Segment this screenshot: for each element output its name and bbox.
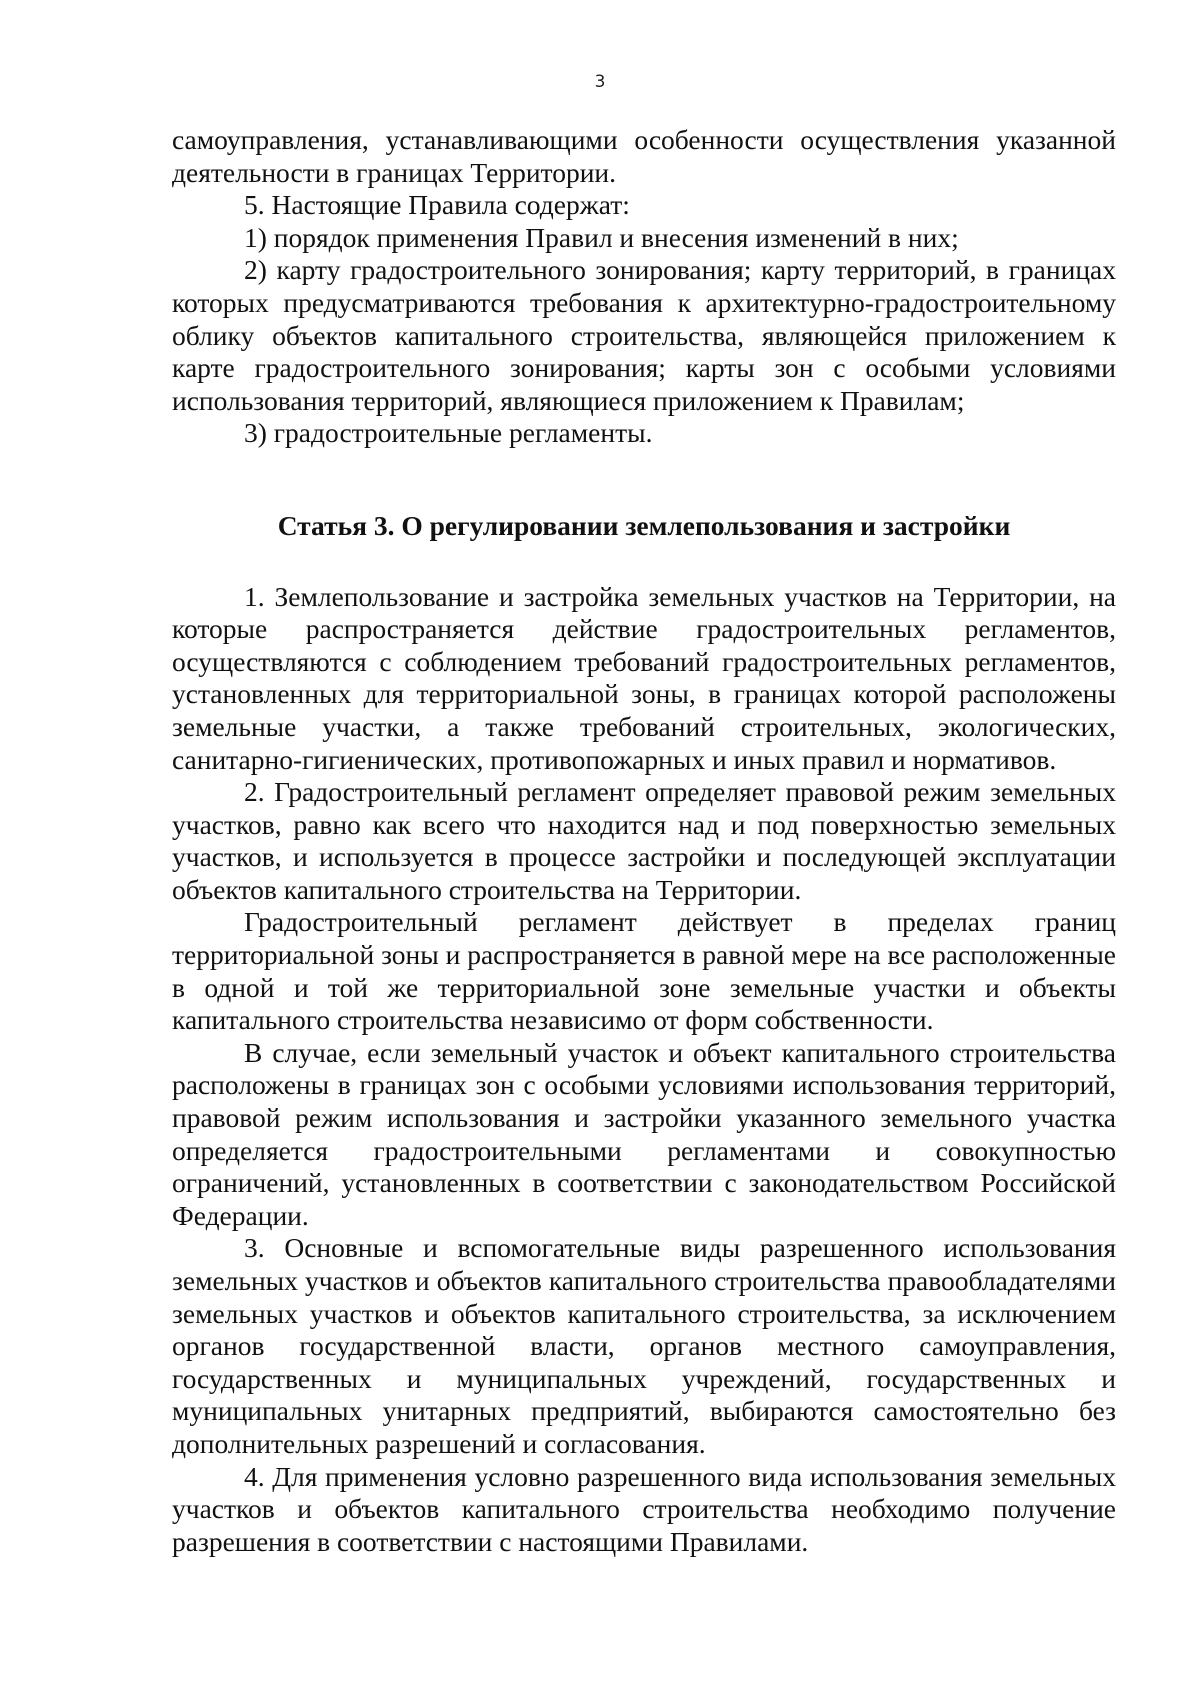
intro-paragraph-continuation: самоуправления, устанавливающими особенности осуществления указанной деятельности в границах Территории.	[172, 124, 1116, 188]
article-heading: Статья 3. О регулировании землепользования и застройки	[277, 509, 1011, 541]
list-item: 3) градостроительные регламенты.	[244, 417, 653, 449]
article-paragraph: 2. Градостроительный регламент определяет правовой режим земельных участков, равно как всего что находится над и под поверхностью земельных участков, и используется в процессе застройки и последующей эксплуатации объектов капитального строительства на Территории.	[172, 776, 1116, 905]
page-content	[172, 124, 1116, 1558]
article-paragraph: 4. Для применения условно разрешенного вида использования земельных участков и объектов капитального строительства необходимо получение разрешения в соответствии с настоящими Правилами.	[172, 1460, 1116, 1557]
list-item: 1) порядок применения Правил и внесения изменений в них;	[244, 221, 959, 253]
article-paragraph: 1. Землепользование и застройка земельных участков на Территории, на которые распространяется действие градостроительных регламентов, осуществляются с соблюдением требований градостроительных регламентов, установленных для территориальной зоны, в границах которой расположены земельные участки, а также требований строительных, экологических, санитарно-гигиенических, противопожарных и иных правил и нормативов.	[172, 580, 1116, 775]
page-number: 3	[594, 72, 606, 92]
article-paragraph: Градостроительный регламент действует в пределах границ территориальной зоны и распространяется в равной мере на все расположенные в одной и той же территориальной зоне земельные участки и объекты капитального строительства независимо от форм собственности.	[172, 906, 1116, 1036]
intro-paragraph: 5. Настоящие Правила содержат:	[244, 189, 630, 221]
article-paragraph: 3. Основные и вспомогательные виды разрешенного использования земельных участков и объектов капитального строительства правообладателями земельных участков и объектов капитального строительства, за исключением органов государственной власти, органов местного самоуправления, государственных и муниципальных учреждений, государственных и муниципальных унитарных предприятий, выбираются самостоятельно без дополнительных разрешений и согласования.	[172, 1232, 1116, 1459]
article-paragraph: В случае, если земельный участок и объект капитального строительства расположены в границах зон с особыми условиями использования территорий, правовой режим использования и застройки указанного земельного участка определяется градостроительными регламентами и совокупностью ограничений, установленных в соответствии с законодательством Российской Федерации.	[172, 1036, 1116, 1231]
list-item: 2) карту градостроительного зонирования; карту территорий, в границах которых предусматриваются требования к архитектурно-градостроительному облику объектов капитального строительства, являющейся приложением к карте градостроительного зонирования; карты зон с особыми условиями использования территорий, являющиеся приложением к Правилам;	[172, 254, 1116, 416]
